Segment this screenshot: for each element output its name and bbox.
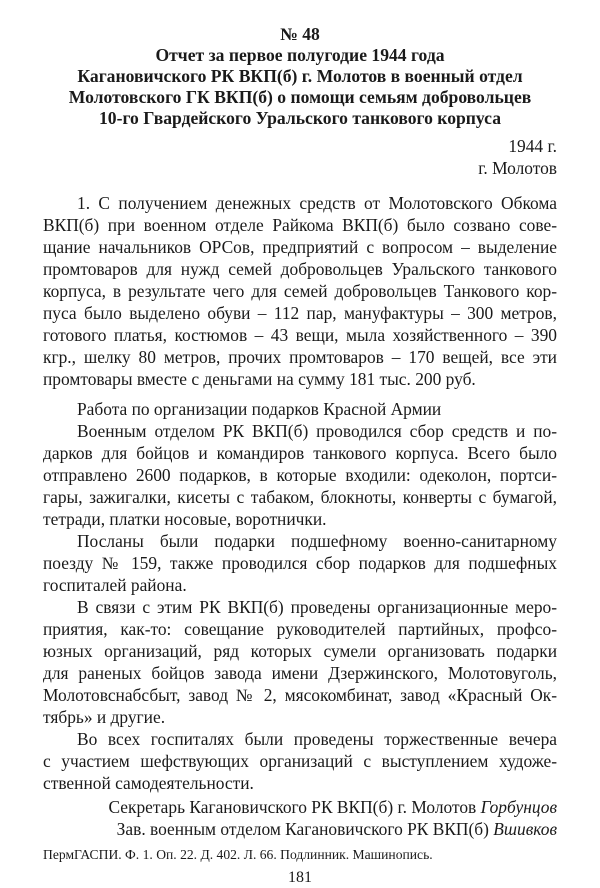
paragraph-line: ВКП(б) при военном отделе Райкома ВКП(б) было созвано сове- <box>43 215 557 235</box>
paragraph-line: с участием шефствующих организаций с выступлением художе- <box>43 751 557 771</box>
paragraph-line: В связи с этим РК ВКП(б) проведены организационные меро- <box>77 597 557 617</box>
document-place: г. Молотов <box>478 158 557 178</box>
paragraph-line: Посланы были подарки подшефному военно-санитарному <box>77 531 557 551</box>
document-title-line: Кагановичского РК ВКП(б) г. Молотов в военный отдел <box>77 66 523 86</box>
document-title-line: Молотовского ГК ВКП(б) о помощи семьям добровольцев <box>68 87 532 107</box>
paragraph-line: кгр., шелку 80 метров, прочих промтоваров – 170 вещей, все эти <box>43 347 557 367</box>
paragraph-line: дарков для бойцов и командиров танкового корпуса. Всего было <box>43 443 557 463</box>
signature-department-head <box>117 818 557 840</box>
paragraph-line: промтоваров для нужд семей добровольцев Уральского танкового <box>43 259 557 279</box>
document-title-line: Отчет за первое полугодие 1944 года <box>155 45 445 65</box>
paragraph-line: гары, зажигалки, кисеты с табаком, блокноты, конверты с бумагой, <box>43 487 557 507</box>
paragraph-line: поезду № 159, также проводился сбор подарков для подшефных <box>43 553 557 573</box>
paragraph-line: 1. С получением денежных средств от Молотовского Обкома <box>77 193 557 213</box>
paragraph-line: Молотовснабсбыт, завод № 2, мясокомбинат, завод «Красный Ок- <box>43 685 557 705</box>
document-number: № 48 <box>280 24 320 44</box>
document-title-line: 10-го Гвардейского Уральского танкового корпуса <box>99 108 501 128</box>
paragraph-line: юзных организаций, ряд которых сумели организовать подарки <box>43 641 557 661</box>
paragraph-line: тетради, платки носовые, воротнички. <box>43 509 327 529</box>
paragraph-line: для раненых бойцов завода имени Дзержинского, Молотовуголь, <box>43 663 557 683</box>
signature-secretary <box>108 796 557 818</box>
page-number: 181 <box>288 869 312 886</box>
paragraph-line: ственной самодеятельности. <box>43 773 254 793</box>
paragraph-line: корпуса, в результате чего для семей добровольцев Танкового кор- <box>43 281 557 301</box>
paragraph-line: госпиталей района. <box>43 575 187 595</box>
signature-role: Секретарь Кагановичского РК ВКП(б) г. Молотов <box>108 797 477 817</box>
signature-name: Вшивков <box>493 819 557 839</box>
document-date: 1944 г. <box>508 136 557 156</box>
signature-role: Зав. военным отделом Кагановичского РК ВКП(б) <box>116 819 489 839</box>
paragraph-line: пуса было выделено обуви – 112 пар, мануфактуры – 300 метров, <box>43 303 557 323</box>
paragraph-line: готового платья, костюмов – 43 вещи, мыла хозяйственного – 390 <box>43 325 557 345</box>
paragraph-line: Во всех госпиталях были проведены торжественные вечера <box>77 729 557 749</box>
paragraph-line: Военным отделом РК ВКП(б) проводился сбор средств и по- <box>77 421 557 441</box>
signature-name: Горбунцов <box>480 797 557 817</box>
paragraph-line: отправлено 2600 подарков, в которые входили: одеколон, портси- <box>43 465 557 485</box>
paragraph-line: промтовары вместе с деньгами на сумму 181 тыс. 200 руб. <box>43 369 476 389</box>
paragraph-line: щание начальников ОРСов, предприятий с вопросом – выделение <box>43 237 557 257</box>
paragraph-line: приятия, как-то: совещание руководителей партийных, профсо- <box>43 619 557 639</box>
archive-source-note: ПермГАСПИ. Ф. 1. Оп. 22. Д. 402. Л. 66. Подлинник. Машинопись. <box>43 847 433 862</box>
paragraph-line: тябрь» и другие. <box>43 707 166 727</box>
section-subheading: Работа по организации подарков Красной Армии <box>77 399 442 419</box>
